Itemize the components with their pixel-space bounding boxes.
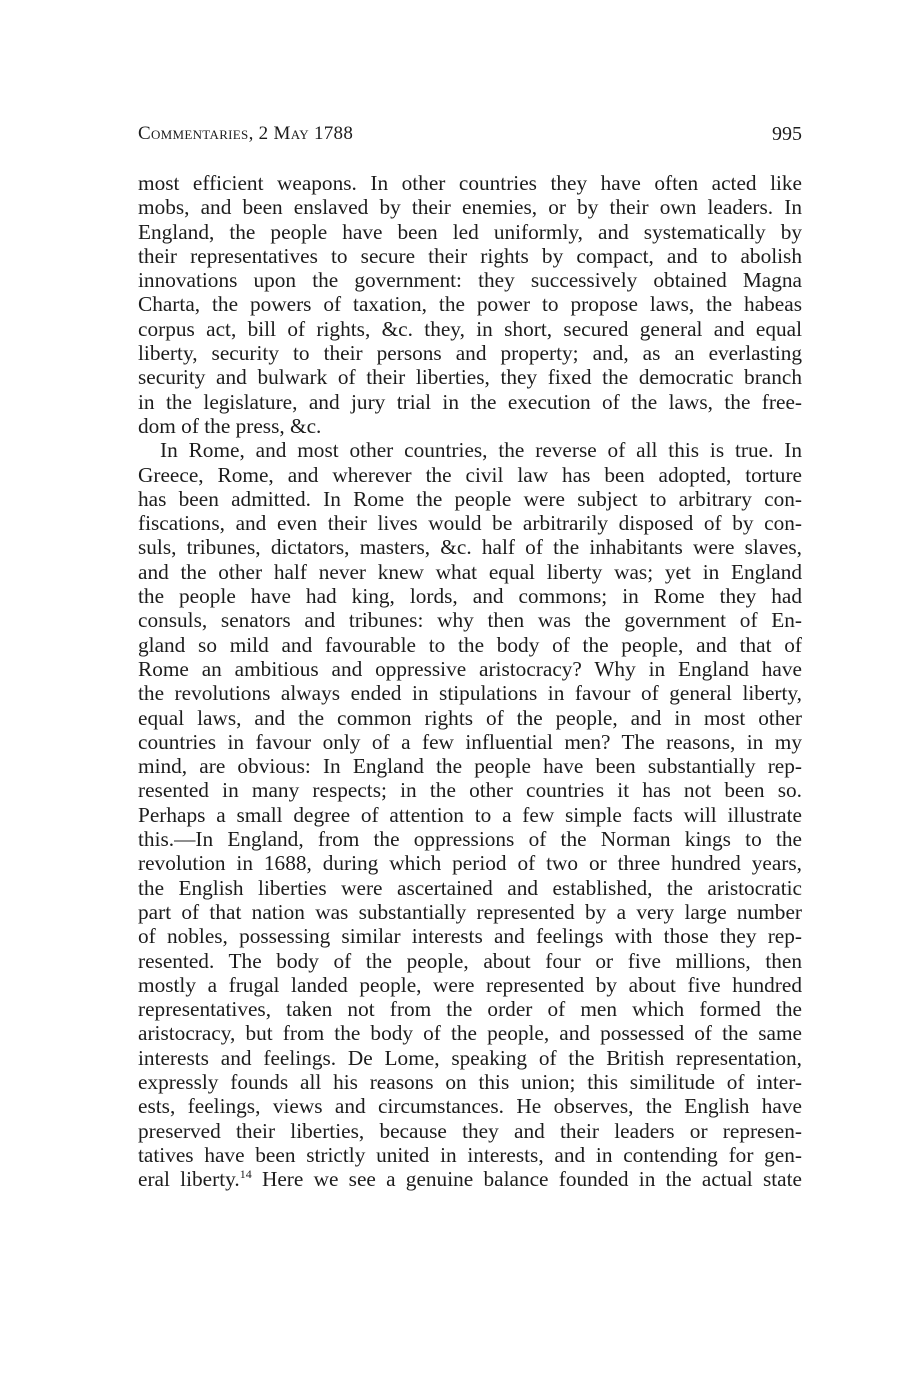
text-line: mind, are obvious: In England the people have been substantially rep-: [138, 754, 802, 779]
text-line: the people have had king, lords, and commons; in Rome they had: [138, 584, 802, 609]
paragraph: [138, 438, 802, 1191]
page-header: [138, 123, 802, 151]
text-line: countries in favour only of a few influential men? The reasons, in my: [138, 729, 802, 754]
text-line: suls, tribunes, dictators, masters, &c. half of the inhabitants were slaves,: [138, 535, 802, 560]
text-line: most efficient weapons. In other countries they have often acted like: [138, 171, 802, 195]
text-line: in the legislature, and jury trial in the execution of the laws, the free-: [138, 389, 802, 414]
text-line: equal laws, and the common rights of the people, and in most other: [138, 705, 802, 730]
text-line: Charta, the powers of taxation, the power to propose laws, the habeas: [138, 292, 802, 317]
text-segment: Here we see a genuine balance founded in the actual state: [251, 1167, 802, 1192]
text-line: revolution in 1688, during which period of two or three hundred years,: [138, 851, 802, 876]
text-line: mobs, and been enslaved by their enemies, or by their own leaders. In: [138, 195, 802, 220]
text-line: ests, feelings, views and circumstances. He observes, the English have: [138, 1094, 802, 1119]
body-text: [138, 171, 802, 1191]
page-number: 995: [772, 123, 802, 145]
text-line: Perhaps a small degree of attention to a few simple facts will illustrate: [138, 802, 802, 827]
text-line: corpus act, bill of rights, &c. they, in short, secured general and equal: [138, 316, 802, 341]
text-line: this.—In England, from the oppressions of the Norman kings to the: [138, 827, 802, 852]
text-line: representatives, taken not from the order of men which formed the: [138, 997, 802, 1022]
running-head: Commentaries, 2 May 1788: [138, 123, 354, 144]
text-line: of nobles, possessing similar interests and feelings with those they rep-: [138, 924, 802, 949]
text-line: resented in many respects; in the other countries it has not been so.: [138, 778, 802, 803]
text-line: preserved their liberties, because they and their leaders or represen-: [138, 1118, 802, 1143]
text-segment: eral liberty.: [138, 1167, 240, 1192]
text-line: interests and feelings. De Lome, speaking of the British representation,: [138, 1045, 802, 1070]
text-line: fiscations, and even their lives would be arbitrarily disposed of by con-: [138, 511, 802, 536]
footnote-reference[interactable]: 14: [239, 1167, 252, 1182]
text-line: Rome an ambitious and oppressive aristocracy? Why in England have: [138, 656, 802, 681]
text-line: tatives have been strictly united in interests, and in contending for gen-: [138, 1142, 802, 1167]
text-line: innovations upon the government: they successively obtained Magna: [138, 268, 802, 293]
text-line: mostly a frugal landed people, were represented by about five hundred: [138, 972, 802, 997]
text-line: gland so mild and favourable to the body of the people, and that of: [138, 632, 802, 657]
text-line: the English liberties were ascertained and established, the aristocratic: [138, 875, 802, 900]
text-line: the revolutions always ended in stipulations in favour of general liberty,: [138, 681, 802, 706]
text-line: In Rome, and most other countries, the reverse of all this is true. In: [160, 438, 802, 463]
text-line: dom of the press, &c.: [138, 413, 322, 438]
text-line: Greece, Rome, and wherever the civil law has been adopted, torture: [138, 462, 802, 487]
text-line: and the other half never knew what equal liberty was; yet in England: [138, 559, 802, 584]
text-line: expressly founds all his reasons on this union; this similitude of inter-: [138, 1069, 802, 1094]
text-line: England, the people have been led uniformly, and systematically by: [138, 219, 802, 244]
text-line: has been admitted. In Rome the people were subject to arbitrary con-: [138, 486, 802, 511]
text-line: part of that nation was substantially represented by a very large number: [138, 899, 802, 924]
text-line: security and bulwark of their liberties, they fixed the democratic branch: [138, 365, 802, 390]
text-line-with-footnote: [138, 1167, 802, 1191]
paragraph: [138, 171, 802, 438]
text-line: their representatives to secure their rights by compact, and to abolish: [138, 243, 802, 268]
text-line: resented. The body of the people, about four or five millions, then: [138, 948, 802, 973]
text-line: liberty, security to their persons and property; and, as an everlasting: [138, 341, 802, 366]
text-line: aristocracy, but from the body of the people, and possessed of the same: [138, 1021, 802, 1046]
text-line: consuls, senators and tribunes: why then was the government of En-: [138, 608, 802, 633]
